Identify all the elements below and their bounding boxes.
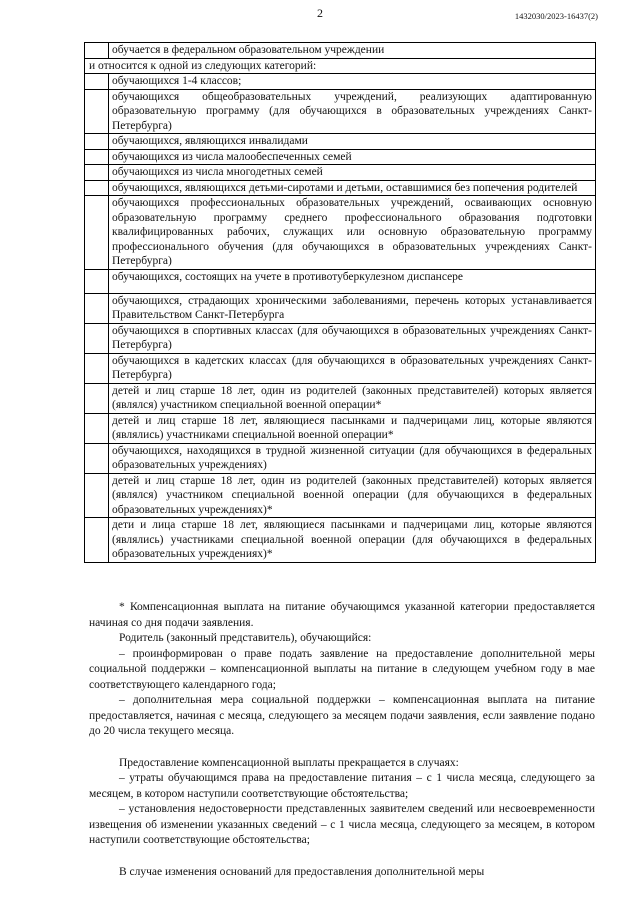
- table-row: [85, 165, 596, 181]
- checkbox-cell[interactable]: [85, 518, 109, 563]
- table-row: [85, 89, 596, 134]
- checkbox-cell[interactable]: [85, 353, 109, 383]
- table-row: [85, 443, 596, 473]
- table-row: [85, 473, 596, 518]
- table-row: [85, 269, 596, 293]
- category-text: обучающихся профессиональных образовательных учреждений, осваивающих основную образовательную программу среднего профессионального образования подготовки квалифицированных рабочих, служащих или основную образовательную программу профессионального обучения (для обучающихся в образовательных учреждениях Санкт-Петербурга): [109, 196, 596, 270]
- category-text: обучающихся, состоящих на учете в противотуберкулезном диспансере: [109, 269, 596, 293]
- checkbox-cell[interactable]: [85, 74, 109, 90]
- table-row: [85, 74, 596, 90]
- document-id: 1432030/2023-16437(2): [514, 11, 598, 21]
- category-text: обучающихся 1-4 классов;: [109, 74, 596, 90]
- category-text: детей и лиц старше 18 лет, один из родителей (законных представителей) которых является (являлся) участником специальной военной операции (для обучающихся в федеральных образовательных учреждениях)*: [109, 473, 596, 518]
- table-row: [85, 180, 596, 196]
- category-text: детей и лиц старше 18 лет, один из родителей (законных представителей) которых является (являлся) участником специальной военной операции*: [109, 383, 596, 413]
- checkbox-cell[interactable]: [85, 443, 109, 473]
- termination-paragraph: – утраты обучающимся права на предоставление питания – с 1 числа месяца, следующего за месяцем, в котором наступили соответствующие обстоятельства;: [89, 772, 595, 800]
- checkbox-cell[interactable]: [85, 43, 109, 59]
- checkbox-cell[interactable]: [85, 473, 109, 518]
- table-row: [85, 353, 596, 383]
- body-text: [89, 600, 595, 880]
- page-number: 2: [317, 6, 323, 20]
- category-text: обучающихся, являющихся инвалидами: [109, 134, 596, 150]
- category-table: [84, 42, 596, 563]
- checkbox-cell[interactable]: [85, 293, 109, 323]
- relation-row: и относится к одной из следующих категорий:: [85, 58, 596, 74]
- parent-intro: Родитель (законный представитель), обучающийся:: [119, 632, 372, 644]
- table-row: [85, 323, 596, 353]
- termination-intro: Предоставление компенсационной выплаты прекращается в случаях:: [119, 756, 459, 769]
- category-text: обучающихся, являющихся детьми-сиротами и детьми, оставшимися без попечения родителей: [109, 180, 596, 196]
- category-text: детей и лиц старше 18 лет, являющиеся пасынками и падчерицами лиц, которые являются (являлись) участниками специальной военной операции*: [109, 413, 596, 443]
- final-paragraph: В случае изменения оснований для предоставления дополнительной меры: [119, 865, 485, 878]
- category-text: обучающихся из числа малообеспеченных семей: [109, 149, 596, 165]
- checkbox-cell[interactable]: [85, 383, 109, 413]
- informed-paragraph: – проинформирован о праве подать заявление на предоставление дополнительной меры социальной поддержки – компенсационной выплаты на питание в следующем учебном году в мае соответствующего календарного года;: [89, 647, 595, 691]
- table-row: [85, 413, 596, 443]
- category-text: обучающихся в кадетских классах (для обучающихся в образовательных учреждениях Санкт-Петербурга): [109, 353, 596, 383]
- table-row: [85, 196, 596, 270]
- checkbox-cell[interactable]: [85, 165, 109, 181]
- category-text: дети и лица старше 18 лет, являющиеся пасынками и падчерицами лиц, которые являются (являлись) участниками специальной военной операции (для обучающихся в федеральных образовательных учреждениях)*: [109, 518, 596, 563]
- checkbox-cell[interactable]: [85, 134, 109, 150]
- category-text: обучающихся в спортивных классах (для обучающихся в образовательных учреждениях Санкт-Петербурга): [109, 323, 596, 353]
- checkbox-cell[interactable]: [85, 180, 109, 196]
- category-text: обучается в федеральном образовательном учреждении: [109, 43, 596, 59]
- checkbox-cell[interactable]: [85, 323, 109, 353]
- table-row: [85, 293, 596, 323]
- checkbox-cell[interactable]: [85, 413, 109, 443]
- category-text: обучающихся общеобразовательных учреждений, реализующих адаптированную образовательную программу (для обучающихся в образовательных учреждениях Санкт-Петербурга): [109, 89, 596, 134]
- table-row: [85, 518, 596, 563]
- category-text: обучающихся, находящихся в трудной жизненной ситуации (для обучающихся в федеральных образовательных учреждениях): [109, 443, 596, 473]
- termination-paragraph: – установления недостоверности представленных заявителем сведений или несвоевременности извещения об изменении указанных сведений – с 1 числа месяца, следующего за месяцем, в котором наступили соответствующие обстоятельства;: [89, 803, 595, 846]
- category-text: обучающихся из числа многодетных семей: [109, 165, 596, 181]
- table-row: [85, 58, 596, 74]
- table-row: [85, 149, 596, 165]
- informed-paragraph: – дополнительная мера социальной поддержки – компенсационная выплата на питание предоставляется, начиная с месяца, следующего за месяцем подачи заявления, если заявление подано до 20 числа текущего месяца.: [89, 694, 595, 737]
- table-row: [85, 134, 596, 150]
- checkbox-cell[interactable]: [85, 269, 109, 293]
- checkbox-cell[interactable]: [85, 89, 109, 134]
- table-row: [85, 383, 596, 413]
- checkbox-cell[interactable]: [85, 196, 109, 270]
- footnote: * Компенсационная выплата на питание обучающимся указанной категории предоставляется начиная со дня подачи заявления.: [89, 601, 595, 629]
- checkbox-cell[interactable]: [85, 149, 109, 165]
- table-row: [85, 43, 596, 59]
- category-text: обучающихся, страдающих хроническими заболеваниями, перечень которых устанавливается Правительством Санкт-Петербурга: [109, 293, 596, 323]
